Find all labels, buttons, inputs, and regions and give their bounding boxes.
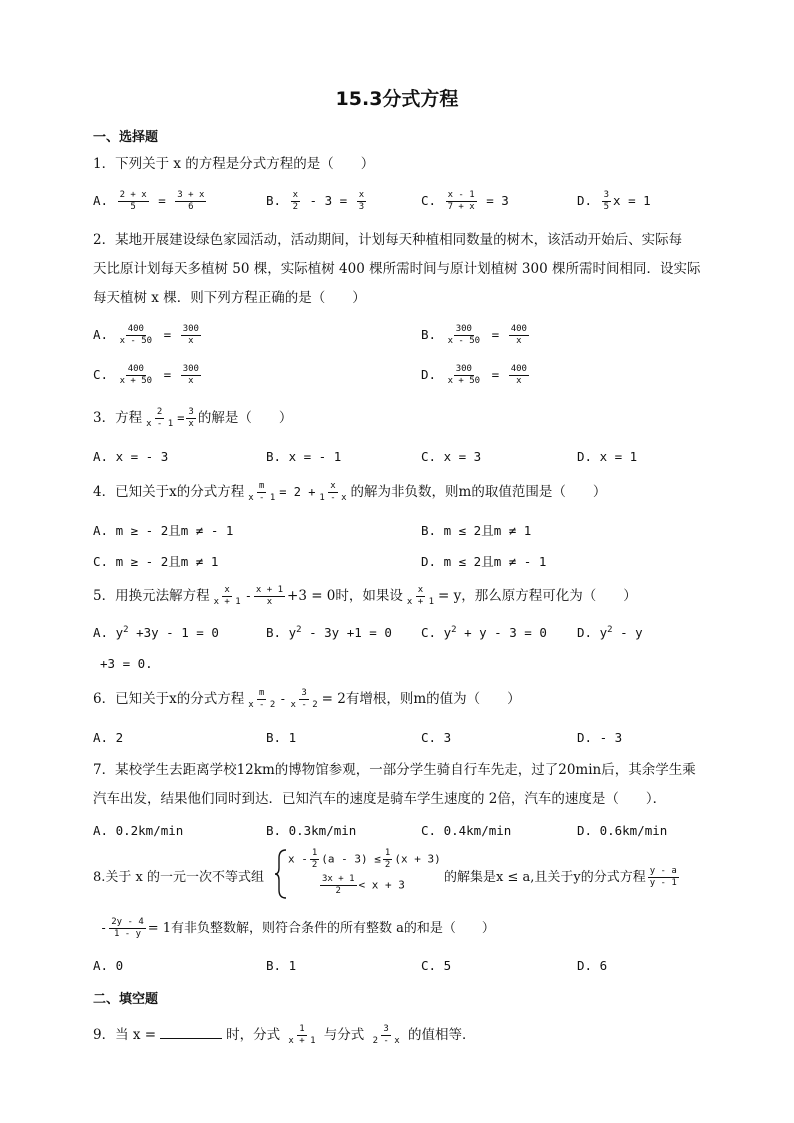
q5-option-a: A. $y^2 +3y - 1 = 0$	[93, 625, 219, 641]
page-title: 15.3分式方程	[335, 88, 459, 110]
q4-option-d: D. m ≤ 2且m ≠ - 1	[421, 554, 547, 569]
question-8-stem: 8.关于 x 的一元一次不等式组	[93, 870, 264, 885]
q5-option-c: C. $y^2 + y - 3 = 0$	[421, 625, 547, 641]
question-7-line-2: 汽车出发，结果他们同时到达．已知汽车的速度是骑车学生速度的 2倍，汽车的速度是（ ）．	[93, 791, 667, 807]
question-1: 1．下列关于 x 的方程是分式方程的是（ ）	[93, 156, 375, 172]
q8-option-d: D. 6	[577, 958, 608, 973]
question-8-stem-continued: 的解集是x ≤ a,且关于y的分式方程 $\frac{y - a}{y - 1}$	[444, 866, 677, 888]
q4-option-b: B. m ≤ 2且m ≠ 1	[421, 523, 532, 538]
q7-option-a: A. 0.2km/min	[93, 823, 184, 838]
q1-option-b: B. $\frac{x}{2}$ - 3 = $\frac{x}{3}$	[266, 190, 365, 212]
q2-option-d: D. $\frac{300}{x + 50}$ = $\frac{400}{x}$	[421, 364, 527, 386]
inequality-row-1: x - $\frac{1}{2}$ (a - 3) ≤ $\frac{1}{2}$ (x + 3)	[288, 848, 441, 870]
question-9: 9．当 x = 时，分式 $\frac{1}{x + 1}$ 与分式 $\frac{3}{2 - x}$ 的值相等．	[93, 1024, 476, 1046]
question-4: 4．已知关于x的分式方程 $\frac{m}{x - 1}$ = 2 + $\frac{x}{1 - x}$ 的解为非负数，则m的取值范围是（ ）	[93, 481, 607, 503]
q5-option-b: B. $y^2 - 3y +1 = 0$	[266, 625, 392, 641]
q1-option-d: D. $\frac{3}{5}$ x = 1	[577, 190, 651, 212]
q8-option-a: A. 0	[93, 958, 124, 973]
inequality-brace	[274, 848, 288, 900]
q8-option-b: B. 1	[266, 958, 297, 973]
q5-option-d: D. $y^2$ - y	[577, 625, 643, 641]
q2-option-b: B. $\frac{300}{x - 50}$ = $\frac{400}{x}$	[421, 324, 527, 346]
q5-option-d-continued: +3 = 0.	[100, 656, 153, 671]
question-5: 5．用换元法解方程 $\frac{x}{x + 1}$ - $\frac{x + 1}{x}$ +3 = 0时，如果设 $\frac{x}{x + 1}$ = y，那么原方程可化为（ ）	[93, 585, 637, 607]
q4-option-c: C. m ≥ - 2且m ≠ 1	[93, 554, 219, 569]
section-heading-fill-in: 二、填空题	[93, 992, 159, 1007]
q1-option-a: A. $\frac{2 + x}{5}$ = $\frac{3 + x}{6}$	[93, 190, 205, 212]
question-2-line-2: 天比原计划每天多植树 50 棵，实际植树 400 棵所需时间与原计划植树 300 棵所需时间相同．设实际	[93, 261, 701, 277]
q6-option-d: D. - 3	[577, 730, 623, 745]
q6-option-a: A. 2	[93, 730, 124, 745]
q7-option-b: B. 0.3km/min	[266, 823, 357, 838]
question-6: 6．已知关于x的分式方程 $\frac{m}{x - 2}$ - $\frac{3}{x - 2}$ = 2有增根，则m的值为（ ）	[93, 688, 521, 710]
q8-option-c: C. 5	[421, 958, 452, 973]
q2-option-c: C. $\frac{400}{x + 50}$ = $\frac{300}{x}$	[93, 364, 199, 386]
q2-option-a: A. $\frac{400}{x - 50}$ = $\frac{300}{x}$	[93, 324, 199, 346]
question-2-line-3: 每天植树 x 棵．则下列方程正确的是（ ）	[93, 290, 366, 306]
q3-option-d: D. x = 1	[577, 449, 638, 464]
question-7-line-1: 7．某校学生去距离学校12km的博物馆参观，一部分学生骑自行车先走，过了20min后，其余学生乘	[93, 762, 696, 778]
inequality-row-2: $\frac{3x + 1}{2}$ < x + 3	[322, 874, 405, 896]
q3-option-a: A. x = - 3	[93, 449, 169, 464]
section-heading-choice: 一、选择题	[93, 130, 159, 145]
q6-option-c: C. 3	[421, 730, 452, 745]
question-2-line-1: 2．某地开展建设绿色家园活动，活动期间，计划每天种植相同数量的树木，该活动开始后、实际每	[93, 232, 683, 248]
q7-option-c: C. 0.4km/min	[421, 823, 512, 838]
q7-option-d: D. 0.6km/min	[577, 823, 668, 838]
question-8-line-2: - $\frac{2y - 4}{1 - y}$ = 1有非负整数解，则符合条件的所有整数 a的和是（ ）	[100, 917, 495, 939]
q1-option-c: C. $\frac{x - 1}{7 + x}$ = 3	[421, 190, 509, 212]
question-3: 3．方程 $\frac{2}{x - 1}$ = $\frac{3}{x}$ 的解是（ ）	[93, 407, 293, 429]
q4-option-a: A. m ≥ - 2且m ≠ - 1	[93, 523, 234, 538]
q3-option-b: B. x = - 1	[266, 449, 342, 464]
q3-option-c: C. x = 3	[421, 449, 482, 464]
answer-blank[interactable]	[160, 1038, 222, 1039]
q6-option-b: B. 1	[266, 730, 297, 745]
